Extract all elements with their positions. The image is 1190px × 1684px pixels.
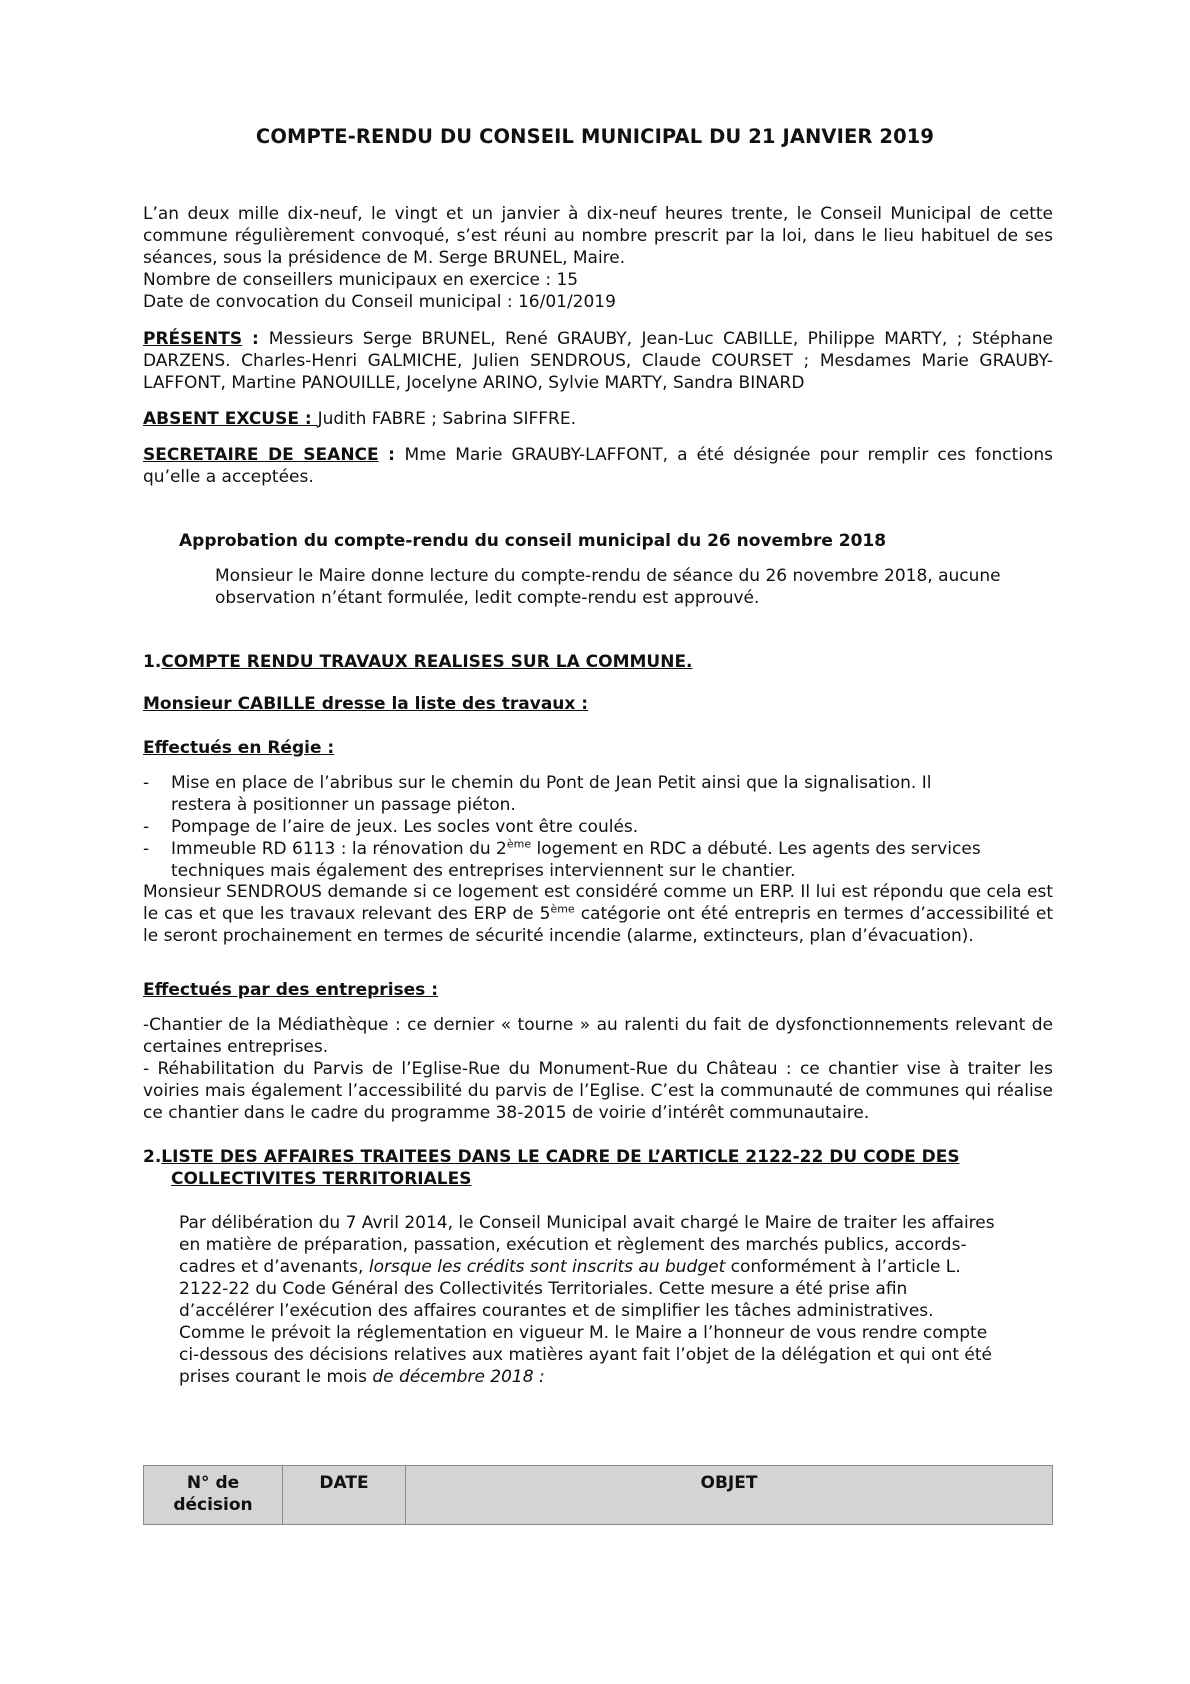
section2-title-line1: LISTE DES AFFAIRES TRAITEES DANS LE CADRE DE L’ARTICLE 2122-22 DU CODE DES [161, 1147, 960, 1167]
section2-paragraph: Par délibération du 7 Avril 2014, le Conseil Municipal avait chargé le Maire de traiter les affaires en matière de préparation, passation, exécution et règlement des marchés publics, accords- cadres et d’avenants, lorsque les crédits sont inscrits au budget conformément à l’article L. 2122-22 du Code Général des Collectivités Territoriales. Cette mesure a été prise afin d’accélérer l’exécution des affaires courantes et de simplifier les tâches administratives. Comme le prévoit la réglementation en vigueur M. le Maire a l’honneur de vous rendre compte ci-dessous des décisions relatives aux matières ayant fait l’objet de la délégation et qui ont été prises courant le mois de décembre 2018 : [179, 1213, 995, 1387]
presents-sep: : [242, 329, 269, 349]
conseillers-count: Nombre de conseillers municipaux en exercice : 15 [143, 270, 579, 290]
absent-text: Judith FABRE ; Sabrina SIFFRE. [317, 409, 576, 429]
secretaire-paragraph [143, 444, 1053, 488]
sendrous-paragraph: Monsieur SENDROUS demande si ce logement est considéré comme un ERP. Il lui est répondu que cela est le cas et que les travaux relevant des ERP de 5ème catégorie ont été entrepris en termes d’accessibilité et le seront prochainement en termes de sécurité incendie (alarme, extincteurs, plan d’évacuation). [143, 882, 1053, 946]
list-item: - Pompage de l’aire de jeux. Les socles vont être coulés. [143, 817, 639, 837]
approbation-heading: Approbation du compte-rendu du conseil municipal du 26 novembre 2018 [179, 531, 887, 551]
document-title: COMPTE-RENDU DU CONSEIL MUNICIPAL DU 21 JANVIER 2019 [255, 125, 935, 148]
column-header-objet: OBJET [406, 1466, 1053, 1525]
intro-paragraph [143, 203, 1053, 313]
section1-title: COMPTE RENDU TRAVAUX REALISES SUR LA COMMUNE. [161, 652, 693, 672]
secretaire-sep: : [378, 445, 405, 465]
regie-heading: Effectués en Régie : [143, 738, 335, 758]
section2-number: 2. [143, 1147, 162, 1167]
regie-list [143, 772, 1053, 882]
convocation-date: Date de convocation du Conseil municipal : 16/01/2019 [143, 292, 616, 312]
presents-label: PRÉSENTS [143, 329, 243, 349]
absent-paragraph [143, 408, 1053, 430]
presents-text: Messieurs Serge BRUNEL, René GRAUBY, Jean-Luc CABILLE, Philippe MARTY, ; Stéphane DARZENS. Charles-Henri GALMICHE, Julien SENDROUS, Claude COURSET ; Mesdames Marie GRAUBY-LAFFONT, Martine PANOUILLE, Jocelyne ARINO, Sylvie MARTY, Sandra BINARD [143, 329, 1053, 393]
section2-title-line2: COLLECTIVITES TERRITORIALES [171, 1169, 472, 1189]
list-item: - Réhabilitation du Parvis de l’Eglise-Rue du Monument-Rue du Château : ce chantier vise à traiter les voiries mais également l’accessibilité du parvis de l’Eglise. C’est la communauté de communes qui réalise ce chantier dans le cadre du programme 38-2015 de voirie d’intérêt communautaire. [143, 1059, 1053, 1123]
absent-label: ABSENT EXCUSE : [143, 409, 318, 429]
column-header-date: DATE [283, 1466, 406, 1525]
decisions-table [143, 1465, 1053, 1525]
section1-subheading: Monsieur CABILLE dresse la liste des travaux : [143, 694, 589, 714]
list-item: - Immeuble RD 6113 : la rénovation du 2ème logement en RDC a débuté. Les agents des services techniques mais également des entreprises interviennent sur le chantier. [143, 837, 981, 881]
secretaire-text: Mme Marie GRAUBY-LAFFONT, a été désignée pour remplir ces fonctions qu’elle a acceptées. [143, 445, 1053, 487]
secretaire-label: SECRETAIRE DE SEANCE [143, 445, 379, 465]
column-header-numero: N° de décision [144, 1466, 283, 1525]
intro-text: L’an deux mille dix-neuf, le vingt et un janvier à dix-neuf heures trente, le Conseil Municipal de cette commune régulièrement convoqué, s’est réuni au nombre prescrit par la loi, dans le lieu habituel de ses séances, sous la présidence de M. Serge BRUNEL, Maire. [143, 204, 1053, 268]
section1-number: 1. [143, 652, 162, 672]
table-header-row [144, 1466, 1053, 1525]
approbation-text: Monsieur le Maire donne lecture du compte-rendu de séance du 26 novembre 2018, aucune observation n’étant formulée, ledit compte-rendu est approuvé. [215, 566, 1001, 608]
list-item: -Chantier de la Médiathèque : ce dernier « tourne » au ralenti du fait de dysfonctionnements relevant de certaines entreprises. [143, 1015, 1053, 1057]
entreprises-list [143, 1014, 1053, 1124]
section1-heading [143, 651, 1053, 673]
list-item: - Mise en place de l’abribus sur le chemin du Pont de Jean Petit ainsi que la signalisation. Il restera à positionner un passage piéton. [143, 773, 932, 815]
presents-paragraph [143, 328, 1053, 394]
section2-heading [143, 1146, 1053, 1190]
entreprises-heading: Effectués par des entreprises : [143, 980, 439, 1000]
